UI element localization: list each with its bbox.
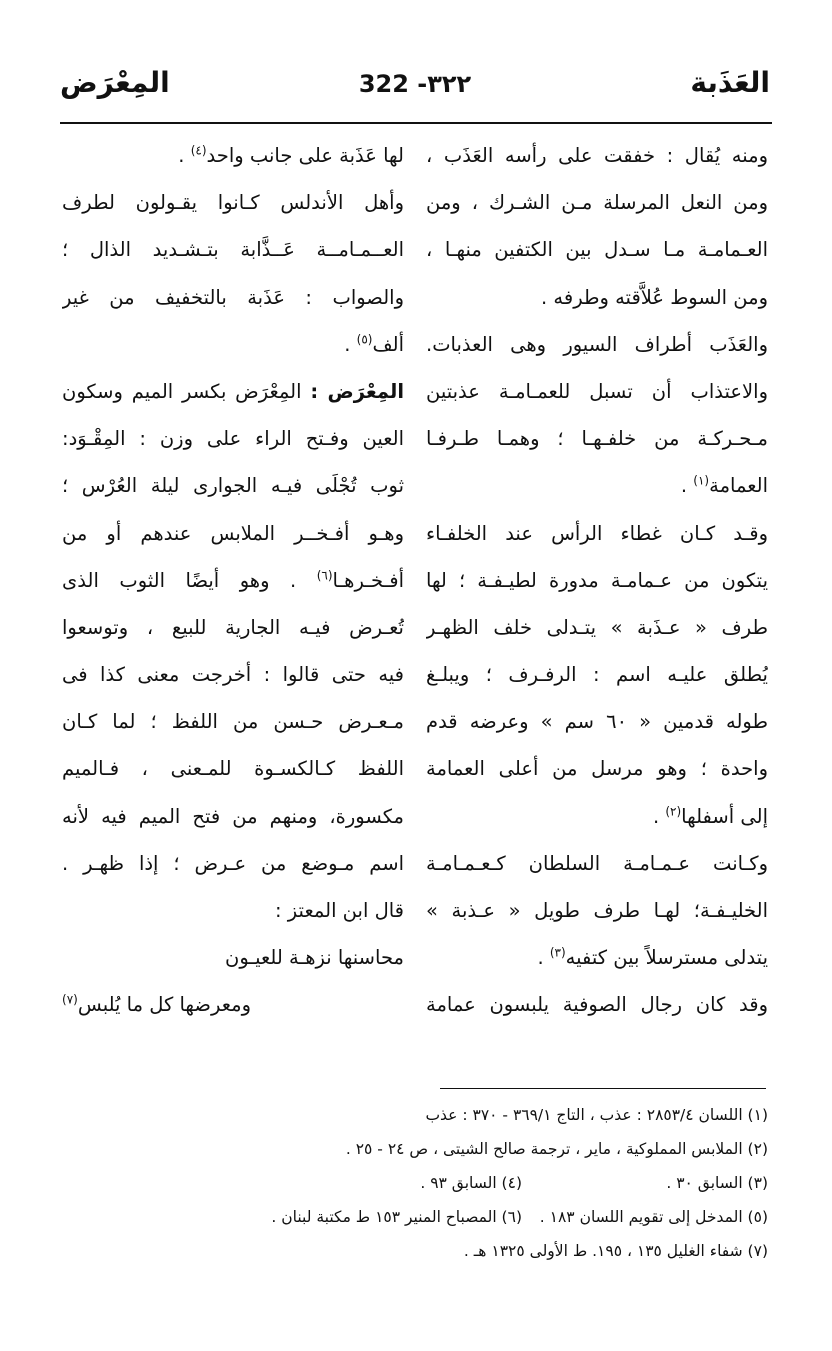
text-run: وهو أيضًا الثوب الذى <box>62 568 270 592</box>
header-entry-right: العَذَبة <box>690 66 770 99</box>
text-line: وقـد كـان غطاء الرأس عند الخلفـاء <box>426 521 768 545</box>
text-run: إلى أسفلها <box>681 804 768 828</box>
text-line: اللفظ كـالكسـوة للمـعنى ، فـالميم <box>62 757 404 781</box>
footnote-ref: (٣) <box>549 945 566 960</box>
header-rule <box>60 122 772 124</box>
footnote-ref: (٤) <box>190 143 207 158</box>
text-line: لها عَذَبة على جانب واحد$^{(٤)}$ . <box>178 143 404 167</box>
text-line: طوله قدمين « ٦٠ سم » وعرضه قدم <box>426 710 768 734</box>
text-line: يتكون من عـمامـة مدورة لطيـفـة ؛ لها <box>426 568 768 592</box>
text-run: لها عَذَبة على جانب واحد <box>206 144 404 167</box>
footnote-row <box>58 1200 768 1234</box>
text-line: قال ابن المعتز : <box>275 899 404 922</box>
footnote: (٢) الملابس المملوكية ، ماير ، ترجمة صالح الشيتى ، ص ٢٤ - ٢٥ . <box>345 1140 768 1158</box>
footnote: (٤) السابق ٩٣ . <box>420 1174 522 1192</box>
text-line: وأهل الأندلس كـانوا يقـولون لطرف <box>62 191 404 215</box>
footnote: (١) اللسان ٢٨٥٣/٤ : عذب ، التاج ٣٦٩/١ - ٣٧٠ : عذب <box>425 1106 768 1124</box>
text-line: والاعتذاب أن تسبل للعمـامـة عذبتين <box>426 379 768 403</box>
footnote-rule <box>440 1088 766 1089</box>
text-line: طرف « عـذَبة » يتـدلى خلف الظهـر <box>426 615 768 639</box>
verse-line: محاسنها نزهـة للعيـون <box>225 946 404 970</box>
text-run: ألف <box>372 332 404 356</box>
text-line: ومن السوط عُلاَّقته وطرفه . <box>541 285 768 309</box>
footnote-ref: (٦) <box>316 568 333 583</box>
text-run: المِعْرَض بكسر الميم وسكون <box>62 379 302 403</box>
text-line: يُطلق عليـه اسم : الرفـرف ؛ ويبلـغ <box>426 663 768 687</box>
page-number: 322 -٣٢٢ <box>358 70 472 98</box>
entry-headword: المِعْرَض : <box>310 379 404 403</box>
text-line: واحدة ؛ وهو مرسل من أعلى العمامة <box>426 757 768 781</box>
text-line: العـمامـة مـا سـدل بين الكتفين منهـا ، <box>426 238 768 262</box>
text-line: فيه حتى قالوا : أخرجت معنى كذا فى <box>62 663 404 687</box>
text-line: وكـانت عـمـامـة السلطان كـعـمـامـة <box>426 851 768 875</box>
header-entry-left: المِعْرَض <box>60 66 170 99</box>
footnote: (٣) السابق ٣٠ . <box>666 1174 768 1192</box>
left-column <box>62 132 404 1029</box>
text-run: يتدلى مسترسلاً بين كتفيه <box>565 946 768 970</box>
running-header <box>60 62 770 114</box>
footnote-ref: (٥) <box>356 332 373 347</box>
text-line: اسم مـوضع من عـرض ؛ إذا ظهـر . <box>62 851 404 875</box>
footnote: (٧) شفاء الغليل ١٣٥ ، ١٩٥. ط الأولى ١٣٢٥ هـ . <box>463 1242 768 1260</box>
footnote-row <box>58 1166 768 1200</box>
footnotes <box>58 1098 768 1268</box>
text-run: ومعرضها كل ما يُلبس <box>77 993 252 1017</box>
text-run: العمامة <box>709 474 768 498</box>
footnote-ref: (٢) <box>665 804 682 819</box>
footnote: (٦) المصباح المنير ١٥٣ ط مكتبة لبنان . <box>271 1208 522 1226</box>
text-line: العمامة$^{(١)}$ . <box>680 473 768 498</box>
text-line: تُعـرض فيـه الجارية للبيع ، وتوسعوا <box>62 615 404 639</box>
text-line: ومن النعل المرسلة مـن الشـرك ، ومن <box>426 191 768 215</box>
text-line: والصواب : عَذَبة بالتخفيف من غير <box>62 285 404 309</box>
text-line: العــمـامــة عَــذَّابة بتـشـديد الذال ؛ <box>62 238 404 262</box>
text-line: مـعـرض حـسن من اللفظ ؛ لما كـان <box>62 710 404 734</box>
text-line: يتدلى مسترسلاً بين كتفيه$^{(٣)}$ . <box>537 945 768 970</box>
text-line: وهـو أفـخــر الملابس عندهم أو من <box>62 521 404 545</box>
text-line: الخليـفـة؛ لهـا طرف طويل « عـذبة » <box>426 899 768 922</box>
text-line: وقد كان رجال الصوفية يلبسون عمامة <box>426 993 768 1017</box>
footnote-ref: (٧) <box>62 992 78 1007</box>
verse-line <box>62 981 404 1028</box>
text-line: ثوب تُجْلَى فيـه الجوارى ليلة العُرْس ؛ <box>62 474 404 498</box>
text-line: العين وفـتح الراء على وزن : المِقْـوَد: <box>62 427 404 451</box>
text-line: ومنه يُقال : خفقت على رأسه العَذَب ، <box>426 144 768 167</box>
text-run: أفـخـرهـا <box>332 568 404 592</box>
footnote: (٥) المدخل إلى تقويم اللسان ١٨٣ . <box>539 1208 768 1226</box>
text-line: مـحـركـة من خلفـهـا ؛ وهمـا طـرفـا <box>426 427 768 451</box>
right-column <box>426 132 768 1029</box>
text-line: والعَذَب أطراف السيور وهى العذبات. <box>426 332 768 356</box>
text-line: مكسورة، ومنهم من فتح الميم فيه لأنه <box>62 804 404 828</box>
text-line <box>62 368 404 415</box>
text-line: إلى أسفلها$^{(٢)}$ . <box>652 804 768 828</box>
text-line: ألف$^{(٥)}$ . <box>344 332 404 356</box>
text-line: أفـخـرهـا$^{(٦)}$ . وهو أيضًا الثوب الذى <box>62 568 404 592</box>
footnote-ref: (١) <box>693 473 710 488</box>
